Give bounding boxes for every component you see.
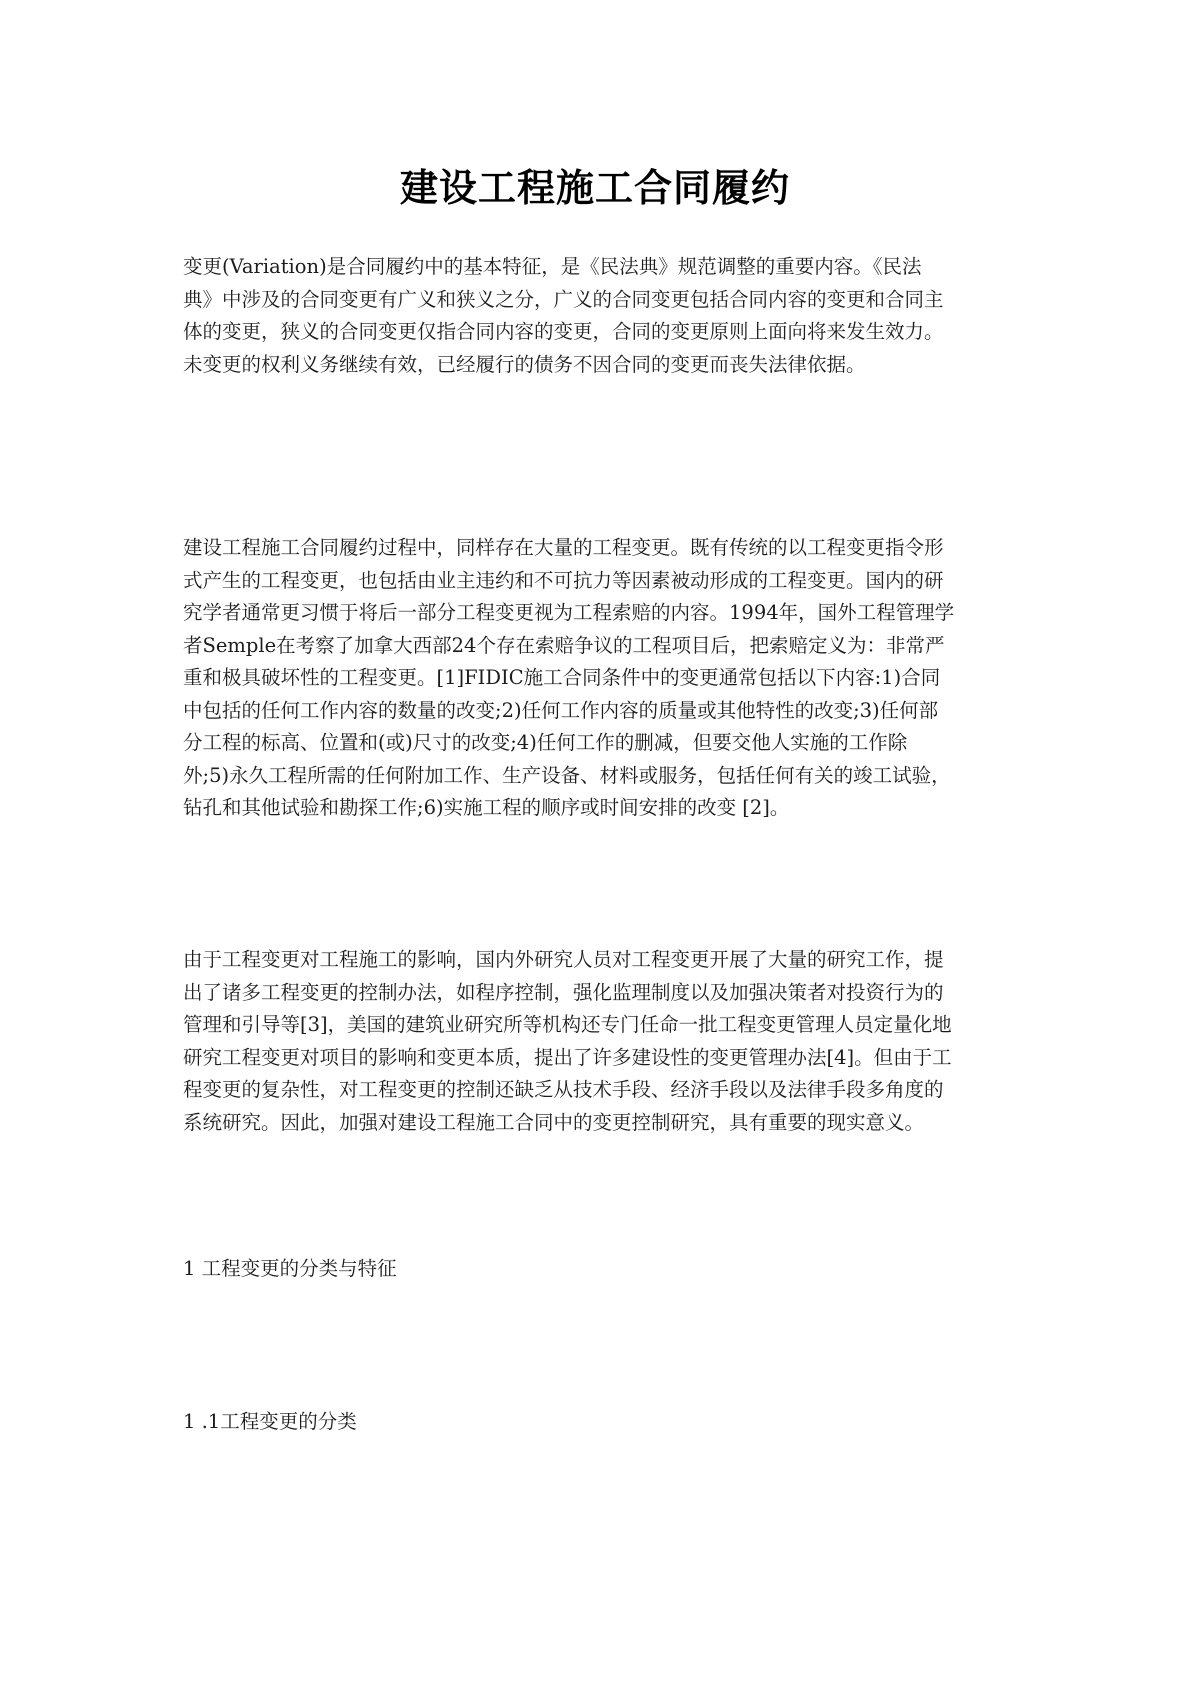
text-line: 体的变更，狭义的合同变更仅指合同内容的变更，合同的变更原则上面向将来发生效力。 <box>183 320 944 343</box>
text-line: 钻孔和其他试验和勘探工作;6)实施工程的顺序或时间安排的改变 [2]。 <box>183 796 790 819</box>
paragraph-research-significance <box>183 944 1023 1139</box>
text-line: 典》中涉及的合同变更有广义和狭义之分，广义的合同变更包括合同内容的变更和合同主 <box>183 287 944 311</box>
text-line: 由于工程变更对工程施工的影响，国内外研究人员对工程变更开展了大量的研究工作，提 <box>183 948 944 971</box>
text-line: 程变更的复杂性，对工程变更的控制还缺乏从技术手段、经济手段以及法律手段多角度的 <box>183 1078 944 1101</box>
text-line: 建设工程施工合同履约过程中，同样存在大量的工程变更。既有传统的以工程变更指令形 <box>183 536 944 559</box>
text-line: 究学者通常更习惯于将后一部分工程变更视为工程索赔的内容。1994年，国外工程管理学 <box>183 601 955 624</box>
text-line: 中包括的任何工作内容的数量的改变;2)任何工作内容的质量或其他特性的改变;3)任何部 <box>183 698 939 722</box>
text-line: 出了诸多工程变更的控制办法，如程序控制，强化监理制度以及加强决策者对投资行为的 <box>183 980 944 1004</box>
document-title: 建设工程施工合同履约 <box>399 166 790 210</box>
text-line: 分工程的标高、位置和(或)尺寸的改变;4)任何工作的删减，但要交他人实施的工作除 <box>183 731 908 754</box>
paragraph-engineering-changes <box>183 532 1023 825</box>
text-line: 未变更的权利义务继续有效，已经履行的债务不因合同的变更而丧失法律依据。 <box>183 352 866 376</box>
text-line: 重和极具破坏性的工程变更。[1]FIDIC施工合同条件中的变更通常包括以下内容:1)合同 <box>183 666 941 689</box>
text-line: 系统研究。因此，加强对建设工程施工合同中的变更控制研究，具有重要的现实意义。 <box>183 1110 925 1134</box>
text-line: 者Semple在考察了加拿大西部24个存在索赔争议的工程项目后，把索赔定义为：非常严 <box>183 633 945 657</box>
text-line: 变更(Variation)是合同履约中的基本特征，是《民法典》规范调整的重要内容。《民法 <box>183 255 922 278</box>
text-line: 研究工程变更对项目的影响和变更本质，提出了许多建设性的变更管理办法[4]。但由于工 <box>183 1045 952 1069</box>
section-heading-1-1: 1 .1工程变更的分类 <box>183 1410 357 1433</box>
text-line: 式产生的工程变更，也包括由业主违约和不可抗力等因素被动形成的工程变更。国内的研 <box>183 568 944 592</box>
text-line: 管理和引导等[3]，美国的建筑业研究所等机构还专门任命一批工程变更管理人员定量化地 <box>183 1013 952 1036</box>
paragraph-intro-variation <box>183 251 1023 381</box>
section-heading-1: 1 工程变更的分类与特征 <box>183 1257 397 1280</box>
text-line: 外;5)永久工程所需的任何附加工作、生产设备、材料或服务，包括任何有关的竣工试验， <box>183 763 951 787</box>
